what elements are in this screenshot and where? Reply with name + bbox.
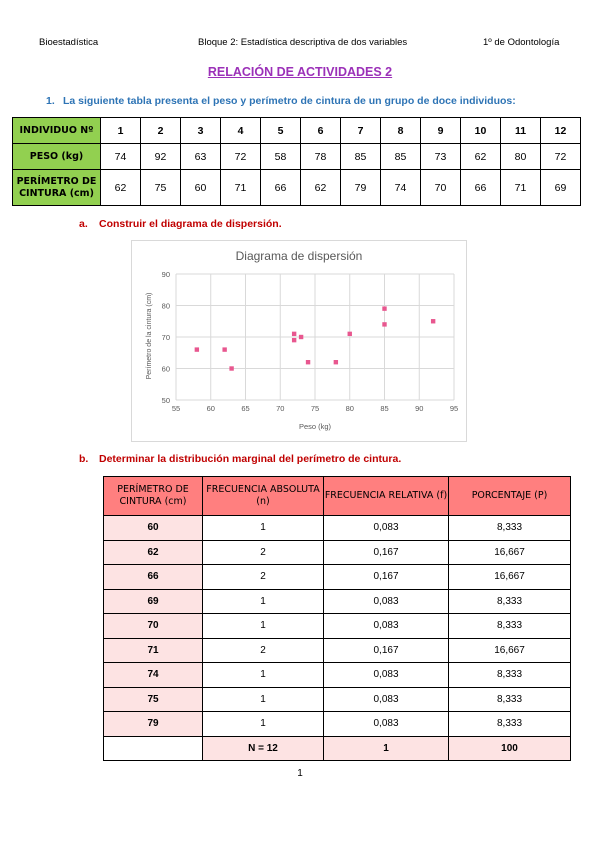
page-title: RELACIÓN DE ACTIVIDADES 2 — [207, 65, 393, 79]
individual-cell: 7 — [341, 118, 381, 144]
frecuencia-absoluta-cell: 1 — [203, 687, 324, 712]
total-f-cell: 1 — [324, 736, 449, 761]
peso-cell: 85 — [381, 144, 421, 170]
frecuencia-relativa-cell: 0,083 — [324, 589, 449, 614]
perimetro-value-cell: 79 — [104, 712, 203, 737]
perimetro-cell: 71 — [501, 170, 541, 206]
porcentaje-cell: 8,333 — [449, 712, 571, 737]
y-tick-label: 70 — [161, 333, 170, 342]
porcentaje-cell: 8,333 — [449, 687, 571, 712]
total-n-cell: N = 12 — [203, 736, 324, 761]
header-frecuencia-relativa: FRECUENCIA RELATIVA (f) — [324, 477, 449, 516]
y-tick-label: 60 — [161, 364, 170, 374]
table-row — [104, 687, 571, 712]
question-number: 1. — [46, 95, 55, 107]
frecuencia-absoluta-cell: 1 — [203, 589, 324, 614]
perimetro-value-cell: 70 — [104, 614, 203, 639]
scatter-point — [292, 332, 296, 336]
table-body — [104, 516, 571, 737]
x-tick-label: 60 — [206, 404, 215, 413]
perimetro-cell: 69 — [541, 170, 581, 206]
individual-cell: 2 — [141, 118, 181, 144]
table-total-row — [104, 736, 571, 761]
peso-cell: 63 — [181, 144, 221, 170]
table-row — [104, 516, 571, 541]
x-tick-label: 85 — [380, 404, 389, 413]
scatter-point — [382, 306, 386, 310]
x-axis-label: Peso (kg) — [298, 422, 332, 431]
frecuencia-relativa-cell: 0,083 — [324, 687, 449, 712]
perimetro-cell: 70 — [421, 170, 461, 206]
marginal-distribution-table — [103, 476, 571, 761]
frecuencia-relativa-cell: 0,083 — [324, 516, 449, 541]
scatter-point — [334, 360, 338, 364]
perimetro-cell: 79 — [341, 170, 381, 206]
y-axis-label: Perímetro de la cintura (cm) — [146, 292, 153, 380]
peso-cell: 80 — [501, 144, 541, 170]
scatter-chart — [131, 240, 467, 442]
y-tick-label: 80 — [161, 301, 170, 311]
total-blank-cell — [104, 736, 203, 761]
subquestion-a — [79, 218, 282, 230]
frecuencia-absoluta-cell: 2 — [203, 638, 324, 663]
header-frecuencia-absoluta: FRECUENCIA ABSOLUTA (n) — [203, 477, 324, 516]
table-row — [104, 663, 571, 688]
frecuencia-absoluta-cell: 2 — [203, 540, 324, 565]
perimetro-cell: 71 — [221, 170, 261, 206]
scatter-chart-svg — [132, 241, 466, 441]
scatter-point — [348, 332, 352, 336]
porcentaje-cell: 16,667 — [449, 540, 571, 565]
x-tick-label: 65 — [241, 404, 250, 413]
scatter-point — [292, 338, 296, 342]
table-row — [104, 565, 571, 590]
individual-cell: 10 — [461, 118, 501, 144]
porcentaje-cell: 8,333 — [449, 614, 571, 639]
x-tick-label: 70 — [276, 404, 285, 413]
x-tick-label: 55 — [171, 404, 181, 413]
y-tick-labels — [162, 270, 170, 405]
peso-cell: 74 — [101, 144, 141, 170]
perimetro-value-cell: 60 — [104, 516, 203, 541]
perimetro-value-cell: 71 — [104, 638, 203, 663]
peso-cell: 73 — [421, 144, 461, 170]
table-row — [104, 712, 571, 737]
peso-cell: 72 — [541, 144, 581, 170]
frecuencia-relativa-cell: 0,167 — [324, 540, 449, 565]
row-label-peso: PESO (kg) — [13, 144, 101, 170]
porcentaje-cell: 8,333 — [449, 663, 571, 688]
peso-cell: 72 — [221, 144, 261, 170]
subquestion-text: Construir el diagrama de dispersión. — [99, 218, 282, 230]
individual-cell: 1 — [101, 118, 141, 144]
individual-cell: 4 — [221, 118, 261, 144]
perimetro-cell: 62 — [301, 170, 341, 206]
perimetro-cell: 60 — [181, 170, 221, 206]
perimetro-cell: 74 — [381, 170, 421, 206]
row-label-individuo: INDIVIDUO Nº — [13, 118, 101, 144]
peso-cell: 58 — [261, 144, 301, 170]
chart-title: Diagrama de dispersión — [235, 249, 363, 263]
individual-cell: 9 — [421, 118, 461, 144]
perimetro-value-cell: 69 — [104, 589, 203, 614]
header-porcentaje: PORCENTAJE (P) — [449, 477, 571, 516]
perimetro-cell: 62 — [101, 170, 141, 206]
table-row — [104, 589, 571, 614]
x-tick-label: 90 — [415, 404, 424, 413]
scatter-point — [195, 347, 199, 351]
scatter-point — [382, 322, 386, 326]
subquestion-letter: a. — [79, 218, 88, 230]
peso-cell: 92 — [141, 144, 181, 170]
perimetro-cell: 66 — [461, 170, 501, 206]
frecuencia-relativa-cell: 0,083 — [324, 712, 449, 737]
scatter-point — [306, 360, 310, 364]
header-perimetro: PERÍMETRO DE CINTURA (cm) — [104, 477, 203, 516]
table-row-perimetro — [13, 170, 581, 206]
frecuencia-absoluta-cell: 1 — [203, 712, 324, 737]
peso-cell: 62 — [461, 144, 501, 170]
porcentaje-cell: 16,667 — [449, 638, 571, 663]
subquestion-text: Determinar la distribución marginal del perímetro de cintura. — [99, 453, 402, 465]
subquestion-b — [79, 453, 401, 465]
scatter-point — [299, 335, 303, 339]
y-tick-label: 90 — [161, 270, 170, 279]
individual-cell: 8 — [381, 118, 421, 144]
individual-cell: 6 — [301, 118, 341, 144]
page-number: 1 — [297, 768, 303, 779]
row-label-perimetro: PERÍMETRO DE CINTURA (cm) — [13, 170, 101, 206]
scatter-point — [222, 347, 226, 351]
question-1 — [46, 95, 516, 107]
chart-grid — [176, 274, 454, 400]
frecuencia-absoluta-cell: 1 — [203, 663, 324, 688]
subquestion-letter: b. — [79, 453, 89, 465]
peso-cell: 85 — [341, 144, 381, 170]
table-row-peso — [13, 144, 581, 170]
question-text: La siguiente tabla presenta el peso y perímetro de cintura de un grupo de doce individuos: — [63, 95, 516, 107]
table-row-individuals — [13, 118, 581, 144]
individual-cell: 11 — [501, 118, 541, 144]
frecuencia-relativa-cell: 0,083 — [324, 614, 449, 639]
porcentaje-cell: 8,333 — [449, 516, 571, 541]
individual-cell: 5 — [261, 118, 301, 144]
x-tick-label: 95 — [449, 404, 459, 413]
header-block: Bloque 2: Estadística descriptiva de dos variables — [198, 37, 408, 48]
perimetro-value-cell: 74 — [104, 663, 203, 688]
perimetro-value-cell: 62 — [104, 540, 203, 565]
header-course: Bioestadística — [39, 37, 99, 48]
individual-cell: 3 — [181, 118, 221, 144]
scatter-point — [431, 319, 435, 323]
perimetro-value-cell: 75 — [104, 687, 203, 712]
perimetro-cell: 66 — [261, 170, 301, 206]
peso-cell: 78 — [301, 144, 341, 170]
table-row — [104, 638, 571, 663]
table-row — [104, 540, 571, 565]
frecuencia-relativa-cell: 0,167 — [324, 565, 449, 590]
perimetro-cell: 75 — [141, 170, 181, 206]
header-year: 1º de Odontología — [483, 37, 560, 48]
scatter-point — [229, 366, 233, 370]
data-table — [12, 117, 581, 206]
table-header-row — [104, 477, 571, 516]
porcentaje-cell: 8,333 — [449, 589, 571, 614]
frecuencia-absoluta-cell: 1 — [203, 516, 324, 541]
y-tick-label: 50 — [161, 396, 170, 405]
frecuencia-relativa-cell: 0,167 — [324, 638, 449, 663]
total-p-cell: 100 — [449, 736, 571, 761]
frecuencia-absoluta-cell: 1 — [203, 614, 324, 639]
table-row — [104, 614, 571, 639]
individual-cell: 12 — [541, 118, 581, 144]
x-tick-label: 75 — [310, 404, 320, 413]
x-tick-labels — [172, 404, 458, 413]
x-tick-label: 80 — [345, 404, 354, 413]
frecuencia-relativa-cell: 0,083 — [324, 663, 449, 688]
porcentaje-cell: 16,667 — [449, 565, 571, 590]
frecuencia-absoluta-cell: 2 — [203, 565, 324, 590]
perimetro-value-cell: 66 — [104, 565, 203, 590]
